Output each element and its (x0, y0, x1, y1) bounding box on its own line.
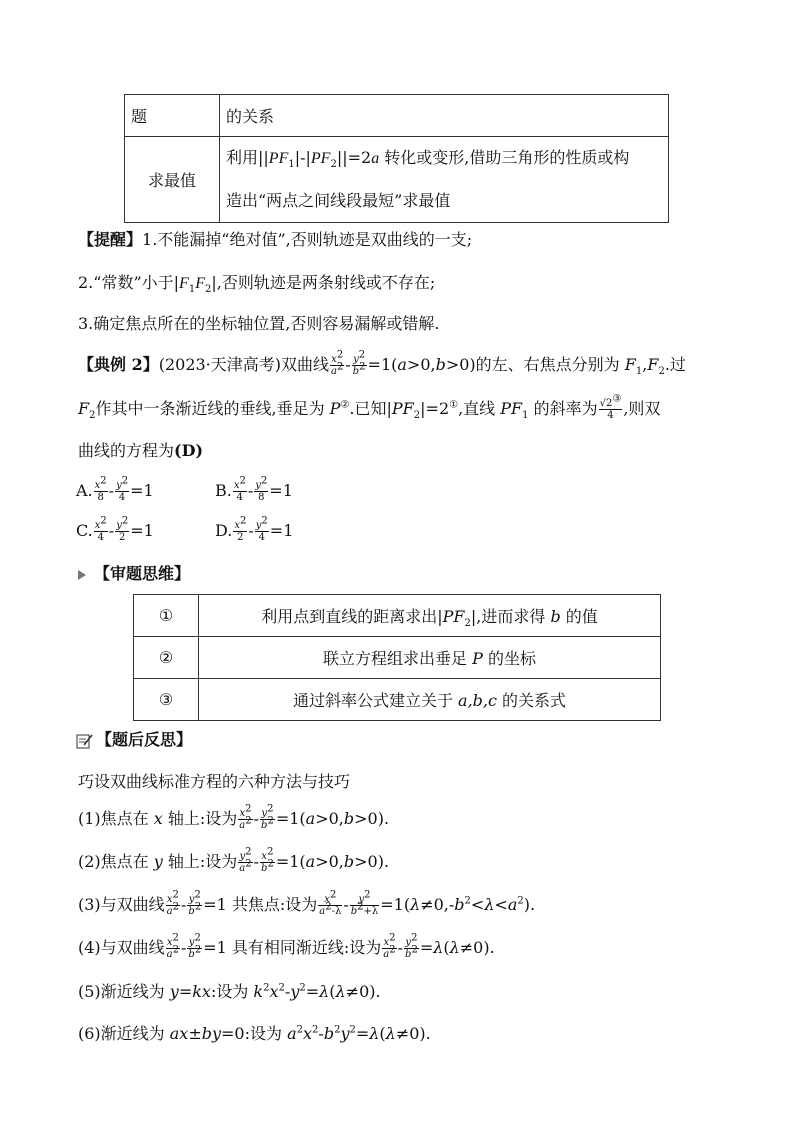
method-table (124, 94, 669, 223)
method-6: (6)渐近线为 ax±by=0:设为 $a^2x^2-b^2y^2=\lambda(\lambda\ne 0)$. (78, 1024, 431, 1043)
example-line-3: 曲线的方程为(D) (78, 441, 204, 460)
table-cell-content: 的关系 (220, 95, 669, 137)
think-num: ② (134, 637, 199, 679)
example-line-1: 【典例 2】(2023·天津高考)双曲线 $\frac{x^2}{a^2}$ - $\frac{y^2}{b^2}$ =1(a>0,b>0)的左、右焦点分别为 $F_1,F_2$.过 (78, 349, 686, 378)
reminder-line-1: 【提醒】1.不能漏掉“绝对值”,否则轨迹是双曲线的一支; (78, 230, 473, 249)
reflect-title: 【题后反思】 (76, 732, 192, 749)
reminder-line-2: 2.“常数”小于$|F_1F_2|$,否则轨迹是两条射线或不存在; (78, 273, 436, 296)
reminder-line-3: 3.确定焦点所在的坐标轴位置,否则容易漏解或错解. (78, 314, 440, 333)
think-title: 【审题思维】 (78, 566, 190, 582)
method-3: (3)与双曲线 $\frac{x^2}{a^2}$ - $\frac{y^2}{b^2}$ =1 共焦点:设为 $\frac{x^2}{a^2-\lambda}$ - $\frac{y^2}{b^2+\lambda}$ $=1(\lambda\ne 0,-b^2<\lambda<a^2)$. (78, 889, 536, 917)
think-text: 联立方程组求出垂足 P 的坐标 (199, 637, 661, 679)
think-text: 通过斜率公式建立关于 a,b,c 的关系式 (199, 679, 661, 721)
think-num: ③ (134, 679, 199, 721)
option-c[interactable]: C. $\frac{x^2}{4}$ - $\frac{y^2}{2}$ =1 (76, 515, 154, 543)
table-cell-content: 利用$||PF_1|-|PF_2||=2a$ 转化或变形,借助三角形的性质或构 造出“两点之间线段最短”求最值 (220, 137, 669, 223)
table-cell-label: 求最值 (125, 137, 220, 223)
note-edit-icon (76, 733, 94, 749)
reflect-heading: 巧设双曲线标准方程的六种方法与技巧 (78, 772, 351, 791)
think-table (133, 594, 661, 721)
method-1: (1)焦点在 x 轴上:设为 $\frac{x^2}{a^2}$ - $\frac{y^2}{b^2}$ =1(a>0,b>0). (78, 803, 390, 831)
method-4: (4)与双曲线 $\frac{x^2}{a^2}$ - $\frac{y^2}{b^2}$ =1 具有相同渐近线:设为 $\frac{x^2}{a^2}$ - $\frac{y^2}{b^2}$ =λ(λ≠0). (78, 932, 495, 960)
triangle-icon (78, 570, 86, 580)
option-d[interactable]: D. $\frac{x^2}{2}$ - $\frac{y^2}{4}$ =1 (215, 515, 294, 543)
table-cell-label: 题 (125, 95, 220, 137)
think-num: ① (134, 595, 199, 637)
method-2: (2)焦点在 y 轴上:设为 $\frac{y^2}{a^2}$ - $\frac{x^2}{b^2}$ =1(a>0,b>0). (78, 846, 390, 874)
example-line-2: $F_2$作其中一条渐近线的垂线,垂足为 P②.已知$|PF_2|=2^①$,直线 $PF_1$ 的斜率为 $\frac{√2^③}{4}$ ,则双 (78, 393, 661, 422)
method-5: (5)渐近线为 y=kx:设为 $k^2x^2-y^2=\lambda(\lambda\ne 0)$. (78, 982, 381, 1001)
think-text: 利用点到直线的距离求出$|PF_2|$,进而求得 b 的值 (199, 595, 661, 637)
option-b[interactable]: B. $\frac{x^2}{4}$ - $\frac{y^2}{8}$ =1 (215, 475, 293, 503)
option-a[interactable]: A. $\frac{x^2}{8}$ - $\frac{y^2}{4}$ =1 (76, 475, 154, 503)
